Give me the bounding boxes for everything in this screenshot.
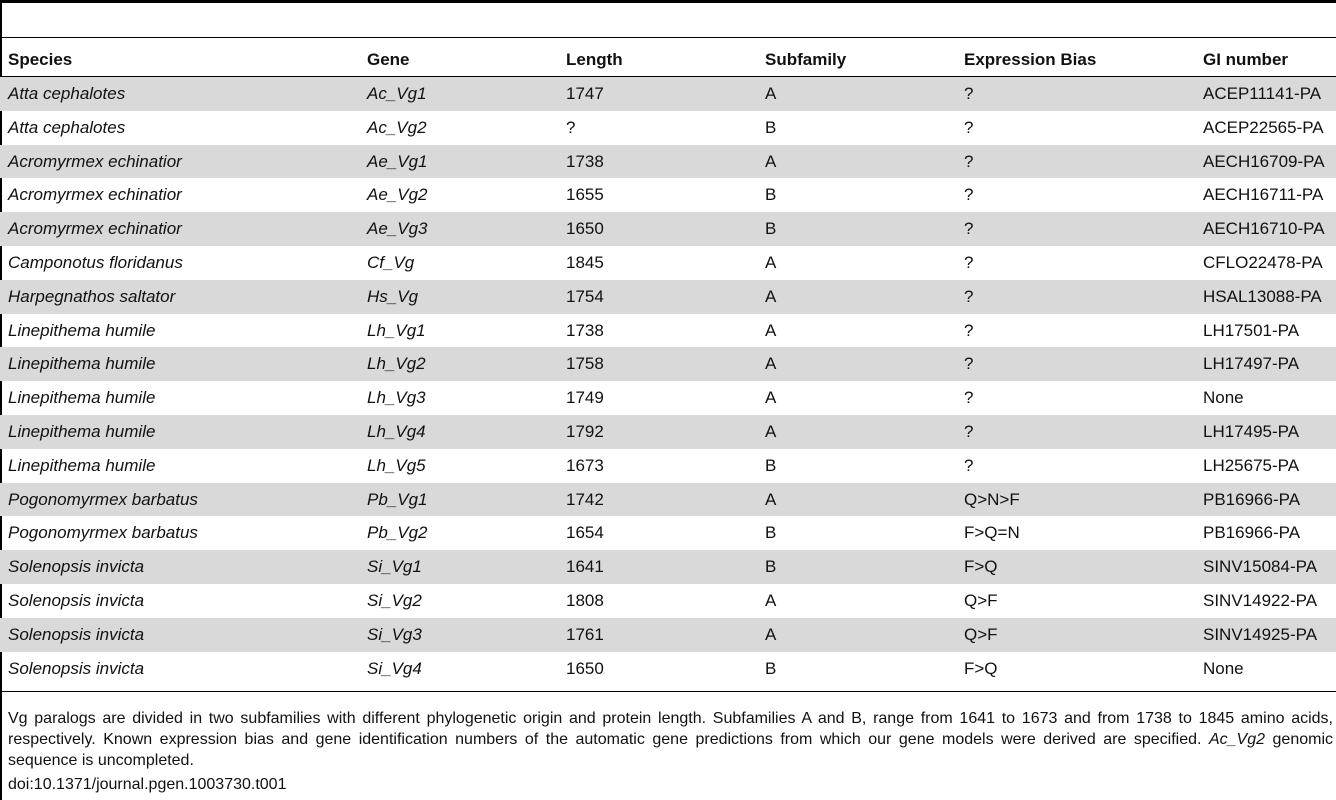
cell-bias: ?: [964, 252, 974, 272]
cell-gene: Pb_Vg2: [367, 523, 428, 543]
cell-gi: ACEP22565-PA: [1203, 117, 1324, 137]
header-length: Length: [566, 50, 623, 69]
cell-length: 1650: [566, 219, 604, 239]
cell-length: 1654: [566, 523, 604, 543]
cell-species: Harpegnathos saltator: [8, 286, 176, 306]
cell-length: 1641: [566, 557, 604, 577]
cell-length: 1758: [566, 354, 604, 374]
cell-gene: Lh_Vg4: [367, 421, 426, 441]
table-row: [0, 178, 1336, 212]
cell-species: Pogonomyrmex barbatus: [8, 489, 198, 509]
cell-bias: ?: [964, 455, 974, 475]
cell-bias: ?: [964, 421, 974, 441]
cell-species: Linepithema humile: [8, 421, 156, 441]
table-row: [0, 77, 1336, 111]
cell-bias: ?: [964, 185, 974, 205]
cell-gi: AECH16711-PA: [1203, 185, 1324, 205]
cell-species: Linepithema humile: [8, 455, 156, 475]
cell-gi: LH25675-PA: [1203, 455, 1300, 475]
table-row: [0, 516, 1336, 550]
cell-gi: AECH16709-PA: [1203, 151, 1325, 171]
vg-table: [0, 43, 1336, 685]
table-row: [0, 212, 1336, 246]
cell-gene: Ac_Vg2: [367, 117, 427, 137]
footnote-text-end: genomic sequence is uncompleted.: [8, 731, 1333, 769]
header-expression-bias: Expression Bias: [964, 50, 1097, 69]
cell-subfamily: B: [765, 117, 777, 137]
cell-gi: PB16966-PA: [1203, 489, 1301, 509]
cell-gene: Si_Vg1: [367, 557, 422, 577]
cell-gi: SINV15084-PA: [1203, 557, 1318, 577]
table-top-rule: [0, 37, 1336, 38]
table-row: [0, 415, 1336, 449]
cell-subfamily: B: [765, 658, 777, 678]
footnote-text: Vg paralogs are divided in two subfamilies with different phylogenetic origin and protein length. Subfamilies A and B, range from 1641 to 1673 and from 1738 to 1845 amino acids, respectively. Known expression bias and gene identification numbers of the automatic gene predictions from which our gene models were derived are specified.: [8, 710, 1333, 748]
table-row: [0, 550, 1336, 584]
cell-gene: Hs_Vg: [367, 286, 419, 306]
cell-species: Acromyrmex echinatior: [8, 185, 182, 205]
cell-species: Linepithema humile: [8, 320, 156, 340]
cell-gene: Ae_Vg2: [367, 185, 428, 205]
cell-gene: Cf_Vg: [367, 252, 415, 272]
table-row: [0, 618, 1336, 652]
table-row: [0, 483, 1336, 517]
cell-species: Atta cephalotes: [8, 117, 126, 137]
cell-species: Atta cephalotes: [8, 84, 126, 103]
cell-length: 1747: [566, 84, 604, 103]
cell-subfamily: B: [765, 219, 777, 239]
header-species: Species: [8, 50, 73, 69]
top-border: [0, 0, 1336, 3]
cell-length: 1738: [566, 151, 604, 171]
cell-species: Linepithema humile: [8, 388, 156, 408]
cell-gi: PB16966-PA: [1203, 523, 1301, 543]
cell-gi: SINV14922-PA: [1203, 590, 1318, 610]
table-row: [0, 280, 1336, 314]
cell-gi: LH17495-PA: [1203, 421, 1300, 441]
header-gene: Gene: [367, 50, 410, 69]
cell-bias: ?: [964, 84, 974, 103]
cell-species: Solenopsis invicta: [8, 557, 145, 577]
table-row: [0, 347, 1336, 381]
cell-length: 1754: [566, 286, 604, 306]
cell-subfamily: B: [765, 455, 777, 475]
doi-link[interactable]: doi:10.1371/journal.pgen.1003730.t001: [8, 776, 287, 793]
cell-species: Acromyrmex echinatior: [8, 219, 182, 239]
cell-length: 1655: [566, 185, 604, 205]
cell-gene: Ac_Vg1: [367, 84, 427, 103]
cell-bias: ?: [964, 151, 974, 171]
cell-subfamily: B: [765, 557, 777, 577]
cell-gi: SINV14925-PA: [1203, 624, 1318, 644]
cell-subfamily: A: [765, 624, 777, 644]
table-row: [0, 449, 1336, 483]
cell-subfamily: A: [765, 388, 777, 408]
cell-species: Solenopsis invicta: [8, 658, 145, 678]
header-subfamily: Subfamily: [765, 50, 847, 69]
cell-gene: Lh_Vg1: [367, 320, 426, 340]
table-bottom-rule: [0, 691, 1336, 692]
cell-length: 1808: [566, 590, 604, 610]
cell-gi: ACEP11141-PA: [1203, 84, 1322, 103]
cell-length: 1792: [566, 421, 604, 441]
cell-subfamily: A: [765, 84, 777, 103]
cell-bias: ?: [964, 320, 974, 340]
cell-bias: Q>F: [964, 590, 998, 610]
cell-gene: Si_Vg4: [367, 658, 422, 678]
cell-bias: ?: [964, 388, 974, 408]
cell-bias: ?: [964, 117, 974, 137]
cell-length: 1742: [566, 489, 604, 509]
table-row: [0, 145, 1336, 179]
cell-subfamily: A: [765, 421, 777, 441]
cell-gi: LH17497-PA: [1203, 354, 1300, 374]
cell-length: 1650: [566, 658, 604, 678]
cell-subfamily: A: [765, 151, 777, 171]
table-row: [0, 584, 1336, 618]
table-row: [0, 111, 1336, 145]
cell-length: 1761: [566, 624, 604, 644]
cell-gene: Lh_Vg2: [367, 354, 426, 374]
cell-subfamily: A: [765, 252, 777, 272]
cell-subfamily: B: [765, 185, 777, 205]
cell-gene: Pb_Vg1: [367, 489, 428, 509]
cell-bias: ?: [964, 219, 974, 239]
cell-subfamily: B: [765, 523, 777, 543]
cell-bias: F>Q: [964, 658, 998, 678]
cell-length: 1749: [566, 388, 604, 408]
cell-gene: Lh_Vg3: [367, 388, 426, 408]
cell-species: Solenopsis invicta: [8, 624, 145, 644]
header-gi-number: GI number: [1203, 50, 1289, 69]
table-header: [0, 43, 1336, 77]
cell-length: 1738: [566, 320, 604, 340]
cell-gi: AECH16710-PA: [1203, 219, 1325, 239]
cell-gi: LH17501-PA: [1203, 320, 1300, 340]
cell-gene: Ae_Vg3: [367, 219, 428, 239]
cell-subfamily: A: [765, 590, 777, 610]
cell-bias: Q>F: [964, 624, 998, 644]
cell-species: Camponotus floridanus: [8, 252, 183, 272]
cell-gi: HSAL13088-PA: [1203, 286, 1322, 306]
cell-gi: None: [1203, 388, 1244, 408]
table-row: [0, 381, 1336, 415]
cell-subfamily: A: [765, 354, 777, 374]
cell-species: Pogonomyrmex barbatus: [8, 523, 198, 543]
cell-length: 1845: [566, 252, 604, 272]
cell-gi: CFLO22478-PA: [1203, 252, 1323, 272]
cell-bias: ?: [964, 354, 974, 374]
table-row: [0, 314, 1336, 348]
table-body: [0, 77, 1336, 685]
cell-bias: F>Q=N: [964, 523, 1020, 543]
table-row: [0, 246, 1336, 280]
cell-species: Acromyrmex echinatior: [8, 151, 182, 171]
table-footnote: [8, 708, 1333, 771]
cell-length: 1673: [566, 455, 604, 475]
cell-gene: Lh_Vg5: [367, 455, 426, 475]
cell-subfamily: A: [765, 320, 777, 340]
cell-gi: None: [1203, 658, 1244, 678]
cell-bias: Q>N>F: [964, 489, 1020, 509]
cell-gene: Si_Vg2: [367, 590, 422, 610]
cell-gene: Si_Vg3: [367, 624, 422, 644]
cell-bias: F>Q: [964, 557, 998, 577]
table-row: [0, 652, 1336, 686]
cell-species: Linepithema humile: [8, 354, 156, 374]
cell-gene: Ae_Vg1: [367, 151, 428, 171]
cell-species: Solenopsis invicta: [8, 590, 145, 610]
cell-subfamily: A: [765, 286, 777, 306]
cell-subfamily: A: [765, 489, 777, 509]
cell-bias: ?: [964, 286, 974, 306]
cell-length: ?: [566, 117, 576, 137]
footnote-gene: Ac_Vg2: [1208, 731, 1266, 748]
